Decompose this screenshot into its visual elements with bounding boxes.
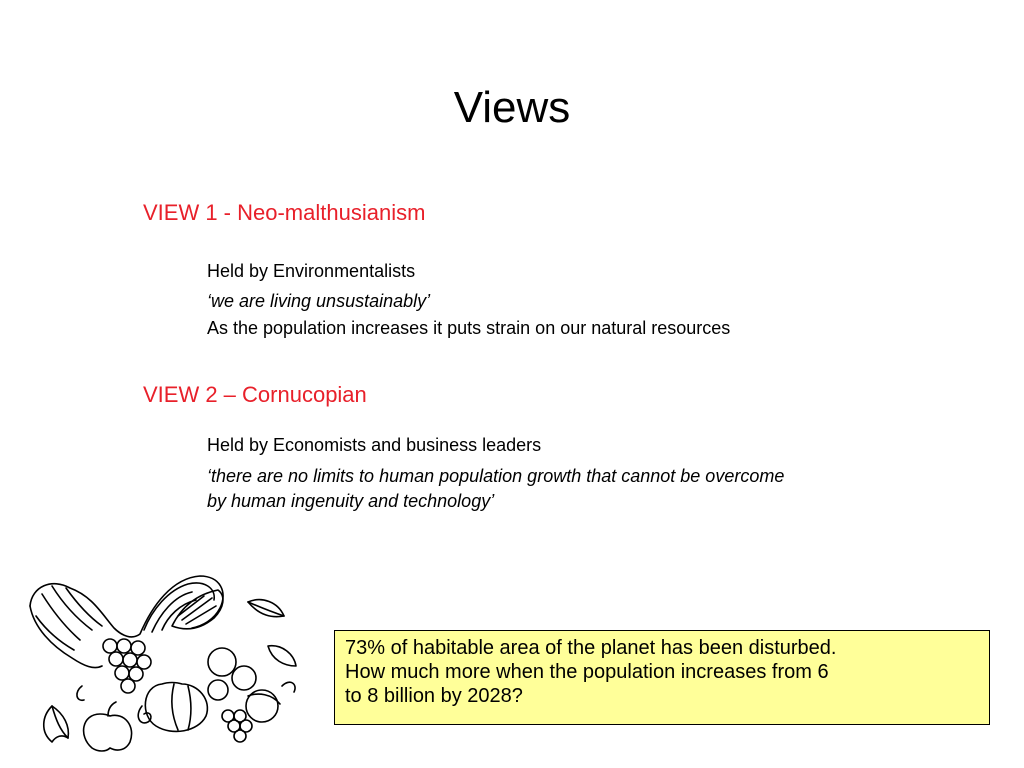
view1-heading: VIEW 1 - Neo-malthusianism <box>143 200 426 225</box>
grapes-shape <box>103 639 151 693</box>
callout-line1: 73% of habitable area of the planet has been disturbed. <box>345 637 837 659</box>
apple-shape <box>84 714 132 751</box>
callout-line2: How much more when the population increases from 6 <box>345 661 829 683</box>
leaf-shape <box>44 706 69 742</box>
view2-quote-line1: ‘there are no limits to human population growth that cannot be overcome <box>207 466 785 486</box>
view2-heading: VIEW 2 – Cornucopian <box>143 382 367 407</box>
view1-held-by: Held by Environmentalists <box>207 261 416 281</box>
view1-description: As the population increases it puts strain on our natural resources <box>207 318 731 338</box>
callout-line3: to 8 billion by 2028? <box>345 685 523 707</box>
cornucopia-illustration <box>22 566 302 756</box>
view2-held-by: Held by Economists and business leaders <box>207 435 542 455</box>
view2-quote-line2: by human ingenuity and technology’ <box>207 491 495 511</box>
slide-title: Views <box>453 83 571 132</box>
callout-box <box>334 630 990 725</box>
view1-quote: ‘we are living unsustainably’ <box>207 291 431 311</box>
